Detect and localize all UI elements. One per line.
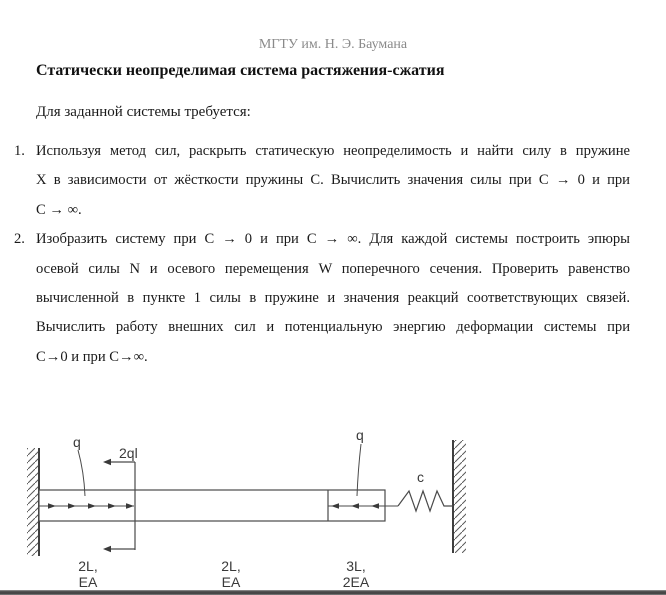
left-wall-hatch bbox=[27, 448, 39, 556]
task-line: С → ∞. bbox=[36, 201, 82, 218]
load-label-left: q bbox=[73, 434, 81, 450]
task-line: осевой силы N и осевого перемещения W поперечного сечения. Проверить равенство bbox=[36, 260, 630, 277]
task-item-1 bbox=[0, 137, 666, 225]
segment3-length-label: 3L, bbox=[346, 558, 366, 574]
segment2-length-label: 2L, bbox=[221, 558, 241, 574]
load-leader-left bbox=[78, 450, 85, 496]
task-line: Вычислить работу внешних сил и потенциальную энергию деформации системы при bbox=[36, 319, 630, 336]
right-wall-hatch bbox=[454, 440, 466, 553]
system-diagram bbox=[0, 420, 666, 595]
task-item-2 bbox=[0, 225, 666, 372]
force-arrowhead-top bbox=[103, 459, 111, 465]
spring-label: c bbox=[417, 469, 424, 485]
load-leader-right bbox=[357, 444, 361, 496]
segment2-stiffness-label: EA bbox=[221, 574, 241, 590]
task-number: 2. bbox=[14, 231, 25, 248]
load-label-right: q bbox=[356, 427, 364, 443]
window-bottom-edge bbox=[0, 590, 666, 595]
spring bbox=[398, 491, 453, 511]
task-line: Используя метод сил, раскрыть статическую неопределимость и найти силу в пружине bbox=[36, 143, 630, 159]
task-line: Х в зависимости от жёсткости пружины С. Вычислить значения силы при С → 0 и при bbox=[36, 172, 630, 189]
force-label: 2ql bbox=[119, 445, 138, 461]
task-line: Изобразить систему при С → 0 и при С → ∞. Для каждой системы построить эпюры bbox=[36, 231, 630, 248]
task-line: вычисленной в пункте 1 силы в пружине и значения реакций соответствующих связей. bbox=[36, 289, 630, 306]
task-text bbox=[36, 137, 630, 225]
task-line: С→0 и при С→∞. bbox=[36, 348, 148, 365]
segment1-length-label: 2L, bbox=[78, 558, 98, 574]
task-text bbox=[36, 225, 630, 372]
force-arrowhead-bottom bbox=[103, 546, 111, 552]
task-number: 1. bbox=[14, 143, 25, 159]
segment3-stiffness-label: 2EA bbox=[342, 574, 370, 590]
intro-text: Для заданной системы требуется: bbox=[36, 104, 251, 120]
segment1-stiffness-label: EA bbox=[78, 574, 98, 590]
page-title: Статически неопределимая система растяжения-сжатия bbox=[36, 62, 445, 79]
page-header: МГТУ им. Н. Э. Баумана bbox=[258, 37, 408, 52]
task-list bbox=[0, 137, 666, 372]
